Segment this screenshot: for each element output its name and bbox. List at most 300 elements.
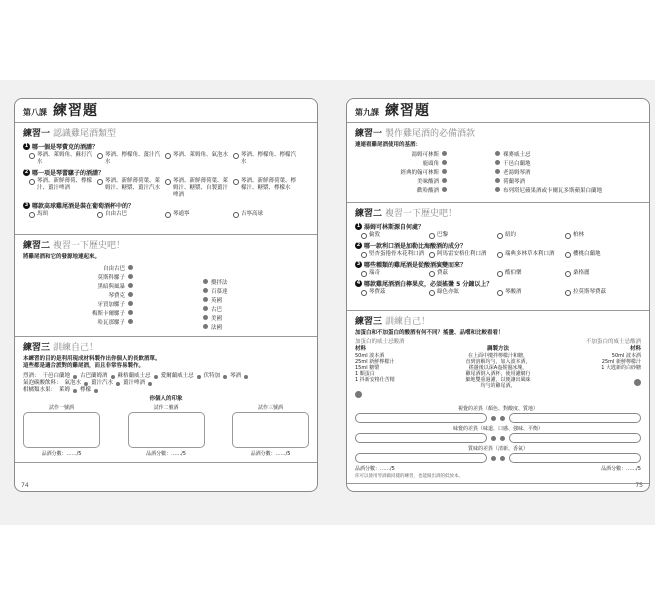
radio-circle[interactable] bbox=[97, 179, 103, 185]
ingredient-dot[interactable] bbox=[84, 382, 88, 386]
radio-circle[interactable] bbox=[233, 153, 239, 159]
match-dot[interactable] bbox=[495, 151, 500, 156]
exercise-instruction: 加蛋白和不加蛋白的酸酒有何不同？搖盪、品嚐和比較看看！ bbox=[355, 330, 504, 336]
match-dot[interactable] bbox=[495, 169, 500, 174]
answer-option[interactable] bbox=[429, 232, 497, 239]
radio-circle[interactable] bbox=[361, 252, 367, 258]
radio-circle[interactable] bbox=[565, 252, 571, 258]
option-label: 桑格麗 bbox=[573, 270, 590, 276]
match-left-column bbox=[23, 263, 133, 331]
option-label: 琴酸酒 bbox=[505, 289, 522, 295]
match-item bbox=[203, 295, 228, 304]
match-label: 哈瓦那騾子 bbox=[97, 319, 125, 326]
question-text: 哪一個是琴費克的酒譜？ bbox=[32, 144, 99, 151]
match-item bbox=[355, 158, 447, 167]
comparison-row-label: 視覺的差異（顏色、對酸度、質地） bbox=[457, 406, 538, 412]
material-item: 50ml 波本酒 bbox=[611, 353, 641, 359]
comparison-row bbox=[355, 453, 641, 463]
exercise-title: 練習三 訓練自己！ bbox=[23, 343, 99, 353]
match-label: 古巴 bbox=[211, 306, 223, 313]
answer-option[interactable] bbox=[565, 232, 633, 239]
match-dot[interactable] bbox=[203, 297, 208, 302]
option-label: 吉寧高球 bbox=[241, 211, 264, 217]
option-label: 自由古巴 bbox=[105, 211, 128, 217]
option-label: 琴酒、新鮮薄荷葉、萊姆汁、糖漿、薑汁汽水 bbox=[105, 178, 161, 191]
score-without: 品酒分數：……/5 bbox=[601, 466, 641, 472]
radio-circle[interactable] bbox=[233, 179, 239, 185]
match-dot[interactable] bbox=[495, 160, 500, 165]
answer-option[interactable] bbox=[97, 211, 165, 218]
method-line: 均勻的雞尾酒。 bbox=[480, 383, 516, 389]
match-item bbox=[495, 167, 602, 176]
material-item: 1 顆蛋白 bbox=[355, 371, 375, 377]
radio-circle[interactable] bbox=[429, 290, 435, 296]
material-item: 50ml 波本酒 bbox=[355, 353, 385, 359]
radio-circle[interactable] bbox=[165, 212, 171, 218]
option-row bbox=[361, 251, 641, 258]
option-row bbox=[29, 178, 309, 199]
ingredient-dot[interactable] bbox=[223, 375, 227, 379]
radio-circle[interactable] bbox=[497, 252, 503, 258]
tasting-card-box[interactable] bbox=[232, 412, 309, 448]
option-label: 琴費茲 bbox=[369, 289, 386, 295]
radio-circle[interactable] bbox=[29, 153, 35, 159]
materials-label: 材料 bbox=[629, 346, 641, 352]
match-dot[interactable] bbox=[203, 288, 208, 293]
answer-option[interactable] bbox=[565, 289, 633, 296]
option-row bbox=[361, 289, 641, 296]
match-item bbox=[355, 176, 447, 185]
ingredient-line bbox=[23, 387, 309, 394]
comparison-row-label: 質味的差異（清新、香氣） bbox=[467, 446, 528, 452]
exercise-title: 練習二 複習一下歷史吧！ bbox=[355, 209, 458, 219]
question bbox=[23, 168, 309, 177]
exercise-2 bbox=[347, 203, 649, 311]
match-item bbox=[203, 313, 228, 322]
answer-option[interactable] bbox=[429, 270, 497, 277]
match-label: 歡哈酸酒 bbox=[416, 187, 439, 194]
method-line: 細地雙重過濾，以便讓出風味 bbox=[465, 377, 531, 383]
option-label: 琴酒、萊姆角、氣泡水 bbox=[173, 152, 229, 158]
question-text: 湯姆可林斯源自何處？ bbox=[364, 224, 425, 231]
answer-option[interactable] bbox=[361, 270, 429, 277]
question bbox=[355, 241, 641, 250]
with-egg-materials bbox=[355, 346, 421, 402]
lesson-label: 第八課 bbox=[23, 108, 47, 117]
exercise-1 bbox=[347, 123, 649, 203]
ingredient-item: 古巴蘭姆酒 bbox=[80, 373, 108, 379]
comparison-row bbox=[355, 413, 641, 423]
radio-circle[interactable] bbox=[165, 179, 171, 185]
match-dot[interactable] bbox=[442, 160, 447, 165]
match-dot[interactable] bbox=[128, 292, 133, 297]
match-dot[interactable] bbox=[442, 187, 447, 192]
match-item bbox=[495, 158, 602, 167]
radio-circle[interactable] bbox=[497, 290, 503, 296]
match-label: 攪拌法 bbox=[211, 279, 228, 286]
match-left-column bbox=[355, 149, 447, 194]
option-row bbox=[361, 270, 641, 277]
radio-circle[interactable] bbox=[361, 233, 367, 239]
tasting-card-block bbox=[232, 404, 309, 458]
answer-option[interactable] bbox=[565, 251, 633, 258]
match-item bbox=[495, 176, 602, 185]
option-label: 紐約 bbox=[505, 232, 517, 238]
ingredient-group-label: 氣泡碳酸飲料： bbox=[23, 380, 62, 386]
material-item: 1 大匙新的白砂糖 bbox=[601, 365, 641, 371]
answer-option[interactable] bbox=[165, 152, 233, 166]
radio-circle[interactable] bbox=[233, 212, 239, 218]
answer-option[interactable] bbox=[497, 289, 565, 296]
tasting-cards bbox=[23, 404, 309, 458]
glass-dot[interactable] bbox=[355, 391, 362, 398]
tasting-score: 品酒分數：……/5 bbox=[41, 451, 82, 457]
material-item: 15ml 糖漿 bbox=[355, 365, 380, 371]
ingredient-item: 檸檬 bbox=[80, 387, 92, 393]
match-label: 布列塔尼蘋果酒或卡爾瓦多斯蘋果白蘭地 bbox=[503, 187, 603, 194]
comparison-row-label: 味覺的差異（味道、口感、強味、平衡） bbox=[452, 426, 543, 432]
match-dot[interactable] bbox=[495, 187, 500, 192]
answer-option[interactable] bbox=[497, 251, 565, 258]
radio-circle[interactable] bbox=[29, 212, 35, 218]
radio-circle[interactable] bbox=[429, 271, 435, 277]
radio-circle[interactable] bbox=[361, 290, 367, 296]
answer-option[interactable] bbox=[361, 289, 429, 296]
page-number: 74 bbox=[21, 482, 29, 489]
comparison-row bbox=[355, 433, 641, 443]
exercise-title: 練習二 複習一下歷史吧！ bbox=[23, 241, 126, 251]
ingredient-item: 薑汁啤酒 bbox=[123, 380, 146, 386]
answer-option[interactable] bbox=[29, 152, 97, 166]
question-number-badge: 2 bbox=[24, 169, 29, 175]
page-title: 練習題 bbox=[53, 103, 98, 119]
match-label: 法國 bbox=[211, 324, 223, 331]
match-label: 荷蘭琴酒 bbox=[503, 178, 526, 185]
match-item bbox=[203, 304, 228, 313]
exercise-instruction: 連連看雞尾酒使用的基酒： bbox=[355, 142, 422, 148]
match-item bbox=[23, 281, 133, 290]
row-dot bbox=[491, 436, 496, 441]
answer-box-with[interactable] bbox=[355, 433, 487, 443]
answer-option[interactable] bbox=[233, 152, 301, 166]
match-dot[interactable] bbox=[128, 310, 133, 315]
match-label: 美味酸酒 bbox=[416, 178, 439, 185]
material-item: 25ml 新鮮檸檬汁 bbox=[601, 359, 641, 365]
lesson-label: 第九課 bbox=[355, 108, 379, 117]
question-list bbox=[23, 142, 309, 218]
match-dot[interactable] bbox=[203, 324, 208, 329]
method-line: 搖盪後以深A盎搖盪冰塊， bbox=[468, 365, 528, 371]
answer-option[interactable] bbox=[29, 211, 97, 218]
answer-option[interactable] bbox=[97, 178, 165, 199]
match-dot[interactable] bbox=[203, 315, 208, 320]
without-egg-materials bbox=[575, 346, 641, 402]
answer-box-without[interactable] bbox=[509, 433, 641, 443]
match-item bbox=[355, 185, 447, 194]
without-egg-title: 不加蛋白的威士忌酸酒 bbox=[585, 339, 641, 345]
question-number-badge: 2 bbox=[356, 242, 361, 248]
match-label: 牙買加騾子 bbox=[97, 301, 125, 308]
ingredient-item: 氣泡水 bbox=[64, 380, 82, 386]
ingredient-item: 愛爾蘭威士忌 bbox=[160, 373, 194, 379]
exercise-3 bbox=[15, 337, 317, 463]
match-item bbox=[23, 290, 133, 299]
answer-box-with[interactable] bbox=[355, 453, 487, 463]
question-list bbox=[355, 222, 641, 296]
match-label: 英國 bbox=[211, 297, 223, 304]
question bbox=[355, 260, 641, 269]
match-label: 經典的翰可林斯 bbox=[400, 169, 439, 176]
option-label: 琴酒、檸檬角、薑汁汽水 bbox=[105, 152, 161, 165]
answer-option[interactable] bbox=[361, 232, 429, 239]
option-label: 倫敦 bbox=[369, 232, 381, 238]
match-item bbox=[23, 317, 133, 326]
method-line: 在上面中攪拌檸檬汁和糖， bbox=[467, 353, 528, 359]
match-label: 鹿頭角 bbox=[422, 160, 439, 167]
question-number-badge: 3 bbox=[356, 261, 361, 267]
radio-circle[interactable] bbox=[165, 153, 171, 159]
ingredient-line bbox=[23, 373, 309, 380]
ingredient-item: 蘇格蘭威士忌 bbox=[117, 373, 151, 379]
radio-circle[interactable] bbox=[29, 179, 35, 185]
option-label: 巴黎 bbox=[437, 232, 449, 238]
answer-option[interactable] bbox=[165, 178, 233, 199]
match-dot[interactable] bbox=[442, 169, 447, 174]
answer-option[interactable] bbox=[497, 270, 565, 277]
ingredient-dot[interactable] bbox=[94, 389, 98, 393]
option-row bbox=[29, 211, 309, 218]
left-page bbox=[14, 98, 318, 492]
match-label: 老湯姆琴酒 bbox=[503, 169, 531, 176]
match-dot[interactable] bbox=[128, 301, 133, 306]
right-page bbox=[346, 98, 650, 492]
exercise-2 bbox=[15, 235, 317, 337]
tasting-score: 品酒分數：……/5 bbox=[250, 451, 291, 457]
match-item bbox=[23, 299, 133, 308]
question bbox=[23, 142, 309, 151]
question-text: 哪款高球雞尾酒是裝在葡萄酒杯中的？ bbox=[32, 203, 135, 210]
ingredient-dot[interactable] bbox=[197, 375, 201, 379]
match-item bbox=[203, 322, 228, 331]
match-label: 梅斯卡爾騾子 bbox=[91, 310, 125, 317]
match-item bbox=[203, 277, 228, 286]
exercise-title: 練習一 製作雞尾酒的必備酒款 bbox=[355, 129, 476, 139]
answer-option[interactable] bbox=[29, 178, 97, 199]
match-item bbox=[23, 263, 133, 272]
radio-circle[interactable] bbox=[429, 252, 435, 258]
option-label: 阿馬雷安格仕利口酒 bbox=[437, 251, 487, 257]
tasting-card-box[interactable] bbox=[23, 412, 100, 448]
option-label: 柏林 bbox=[573, 232, 585, 238]
answer-option[interactable] bbox=[429, 251, 497, 258]
match-label: 莫斯科騾子 bbox=[97, 274, 125, 281]
ingredient-line bbox=[23, 380, 309, 387]
radio-circle[interactable] bbox=[565, 233, 571, 239]
ingredient-group-label: 柑橘類水果： bbox=[23, 387, 57, 393]
match-item bbox=[203, 286, 228, 295]
ingredient-dot[interactable] bbox=[244, 375, 248, 379]
option-label: 費茲 bbox=[437, 270, 449, 276]
method-box bbox=[438, 346, 558, 402]
radio-circle[interactable] bbox=[497, 271, 503, 277]
tasting-card-label: 試作二號酒 bbox=[153, 405, 179, 411]
radio-circle[interactable] bbox=[429, 233, 435, 239]
ingredient-item: 萊姆 bbox=[59, 387, 71, 393]
question bbox=[23, 201, 309, 210]
tasting-card-block bbox=[128, 404, 205, 458]
radio-circle[interactable] bbox=[565, 271, 571, 277]
radio-circle[interactable] bbox=[361, 271, 367, 277]
option-label: 拉莫斯琴費茲 bbox=[573, 289, 607, 295]
option-label: 琴通寧 bbox=[173, 211, 190, 217]
match-item bbox=[495, 185, 602, 194]
option-row bbox=[29, 152, 309, 166]
match-right-column bbox=[495, 149, 602, 194]
match-label: 琴費克 bbox=[108, 292, 125, 299]
ingredient-item: 薑汁汽水 bbox=[91, 380, 114, 386]
answer-option[interactable] bbox=[165, 211, 233, 218]
answer-option[interactable] bbox=[97, 152, 165, 166]
tasting-card-box[interactable] bbox=[128, 412, 205, 448]
option-label: 琴酒、新鮮薄荷葉、萊姆汁、糖漿、自製薑汁啤酒 bbox=[173, 178, 229, 198]
option-label: 櫻桃白蘭地 bbox=[573, 251, 601, 257]
cards-title: 你個人的印象 bbox=[149, 396, 183, 402]
tasting-score: 品酒分數：……/5 bbox=[146, 451, 186, 457]
left-page-header bbox=[15, 99, 317, 123]
match-dot[interactable] bbox=[128, 274, 133, 279]
option-label: 琴酒、檸檬角、檸檬汽水 bbox=[241, 152, 297, 165]
match-label: 湯姆可林斯 bbox=[411, 151, 439, 158]
score-with: 品酒分數：……/5 bbox=[355, 466, 395, 472]
intro-line: 本練習的目的是利用現成材料製作出你個人的長飲酒單。 bbox=[23, 356, 161, 362]
question-number-badge: 1 bbox=[24, 143, 29, 149]
exercise-instruction: 將雞尾酒和它的發源地連起來。 bbox=[23, 254, 101, 260]
match-dot[interactable] bbox=[442, 151, 447, 156]
comparison-rows bbox=[355, 405, 641, 463]
exercise-1 bbox=[15, 123, 317, 235]
match-dot[interactable] bbox=[203, 306, 208, 311]
ingredient-dot[interactable] bbox=[116, 382, 120, 386]
question-text: 哪一項是琴蕾騾子的酒譜？ bbox=[32, 170, 105, 177]
method-line: 直到溶解均勻，加入波本酒， bbox=[465, 359, 531, 365]
question bbox=[355, 222, 641, 231]
intro-line: 這些都是適合派對的雞尾酒，而且非常容易製作。 bbox=[23, 363, 145, 369]
ingredient-dot[interactable] bbox=[73, 389, 77, 393]
ingredient-item: 琴酒 bbox=[230, 373, 242, 379]
match-dot[interactable] bbox=[442, 178, 447, 183]
option-label: 馬頸 bbox=[37, 211, 49, 217]
option-label: 瑞奇 bbox=[369, 270, 381, 276]
match-label: 自由古巴 bbox=[102, 265, 125, 272]
option-label: 酷伯樂 bbox=[505, 270, 522, 276]
option-label: 琴酒、萊姆角、蘇打汽水 bbox=[37, 152, 93, 165]
exercise-title: 練習三 訓練自己！ bbox=[355, 317, 431, 327]
match-dot[interactable] bbox=[128, 283, 133, 288]
question-text: 哪款雞尾酒酒白檸果皮，必須搖盪 5 分鐘以上？ bbox=[364, 281, 493, 288]
match-dot[interactable] bbox=[495, 178, 500, 183]
materials-label: 材料 bbox=[355, 346, 367, 352]
answer-option[interactable] bbox=[565, 270, 633, 277]
answer-option[interactable] bbox=[233, 178, 301, 199]
footnote: 你可以使用琴酒做同樣的練習，也能做出酒的低放本。 bbox=[355, 474, 463, 479]
match-item bbox=[495, 149, 602, 158]
with-egg-title: 加蛋白的威士忌酸酒 bbox=[355, 339, 405, 345]
answer-box-without[interactable] bbox=[509, 413, 641, 423]
ingredient-dot[interactable] bbox=[111, 375, 115, 379]
option-row bbox=[361, 232, 641, 239]
exercise-3 bbox=[347, 311, 649, 484]
answer-option[interactable] bbox=[429, 289, 497, 296]
ingredient-item: 伏特加 bbox=[203, 373, 221, 379]
tasting-card-block bbox=[23, 404, 100, 458]
question-number-badge: 4 bbox=[356, 280, 361, 286]
row-dot bbox=[491, 456, 496, 461]
option-label: 琴酒、新鮮薄荷、檸檬汁、薑汁啤酒 bbox=[37, 178, 93, 191]
match-label: 黑暗與風暴 bbox=[97, 283, 125, 290]
row-dot bbox=[491, 416, 496, 421]
ingredient-group-label: 烈酒： bbox=[23, 373, 40, 379]
method-title: 調製方法 bbox=[486, 346, 509, 352]
exercise-title: 練習一 認識雞尾酒類型 bbox=[23, 129, 117, 139]
match-item bbox=[23, 308, 133, 317]
option-label: 琴酒、新鮮薄荷葉、檸檬汁、糖漿、檸檬水 bbox=[241, 178, 297, 191]
option-label: 堅杏蛋捲骨木花利口酒 bbox=[369, 251, 425, 257]
radio-circle[interactable] bbox=[97, 153, 103, 159]
ingredient-dot[interactable] bbox=[148, 382, 152, 386]
glass-dot[interactable] bbox=[634, 379, 641, 386]
answer-option[interactable] bbox=[497, 232, 565, 239]
row-dot bbox=[500, 416, 505, 421]
option-label: 綠色亦眩 bbox=[437, 289, 460, 295]
material-item: 1 抖新安格仕苦精 bbox=[355, 377, 395, 383]
match-dot[interactable] bbox=[128, 319, 133, 324]
answer-option[interactable] bbox=[233, 211, 301, 218]
match-label: 百慕達 bbox=[211, 288, 228, 295]
match-item bbox=[355, 149, 447, 158]
match-label: 美國 bbox=[211, 315, 223, 322]
ingredient-dot[interactable] bbox=[154, 375, 158, 379]
method-line: 雞尾酒倒入酒杯，使用濾網行 bbox=[465, 371, 531, 377]
radio-circle[interactable] bbox=[497, 233, 503, 239]
match-dot[interactable] bbox=[203, 279, 208, 284]
page-title: 練習題 bbox=[385, 103, 430, 119]
tasting-card-label: 試作三號酒 bbox=[257, 405, 283, 411]
ingredient-item: 干邑白蘭地 bbox=[42, 373, 71, 379]
match-right-column bbox=[203, 277, 228, 331]
question bbox=[355, 279, 641, 288]
radio-circle[interactable] bbox=[97, 212, 103, 218]
question-text: 哪些種類的雞尾酒是從酸酒演變而來？ bbox=[364, 262, 467, 269]
option-label: 瑞典多林草本利口酒 bbox=[505, 251, 555, 257]
match-label: 裸麥威士忌 bbox=[503, 151, 531, 158]
radio-circle[interactable] bbox=[565, 290, 571, 296]
match-dot[interactable] bbox=[128, 265, 133, 270]
match-item bbox=[355, 167, 447, 176]
answer-option[interactable] bbox=[361, 251, 429, 258]
ingredient-dot[interactable] bbox=[73, 375, 77, 379]
page-number: 75 bbox=[635, 482, 643, 489]
answer-box-with[interactable] bbox=[355, 413, 487, 423]
ingredient-list bbox=[23, 373, 309, 394]
question-text: 哪一款利口酒是加勒比海酸酒的成分？ bbox=[364, 243, 467, 250]
answer-box-without[interactable] bbox=[509, 453, 641, 463]
match-label: 干邑白蘭地 bbox=[503, 160, 531, 167]
question-number-badge: 1 bbox=[356, 223, 361, 229]
row-dot bbox=[500, 436, 505, 441]
material-item: 25ml 新鮮檸檬汁 bbox=[355, 359, 395, 365]
question-number-badge: 3 bbox=[24, 202, 29, 208]
tasting-card-label: 試作一號酒 bbox=[48, 405, 74, 411]
